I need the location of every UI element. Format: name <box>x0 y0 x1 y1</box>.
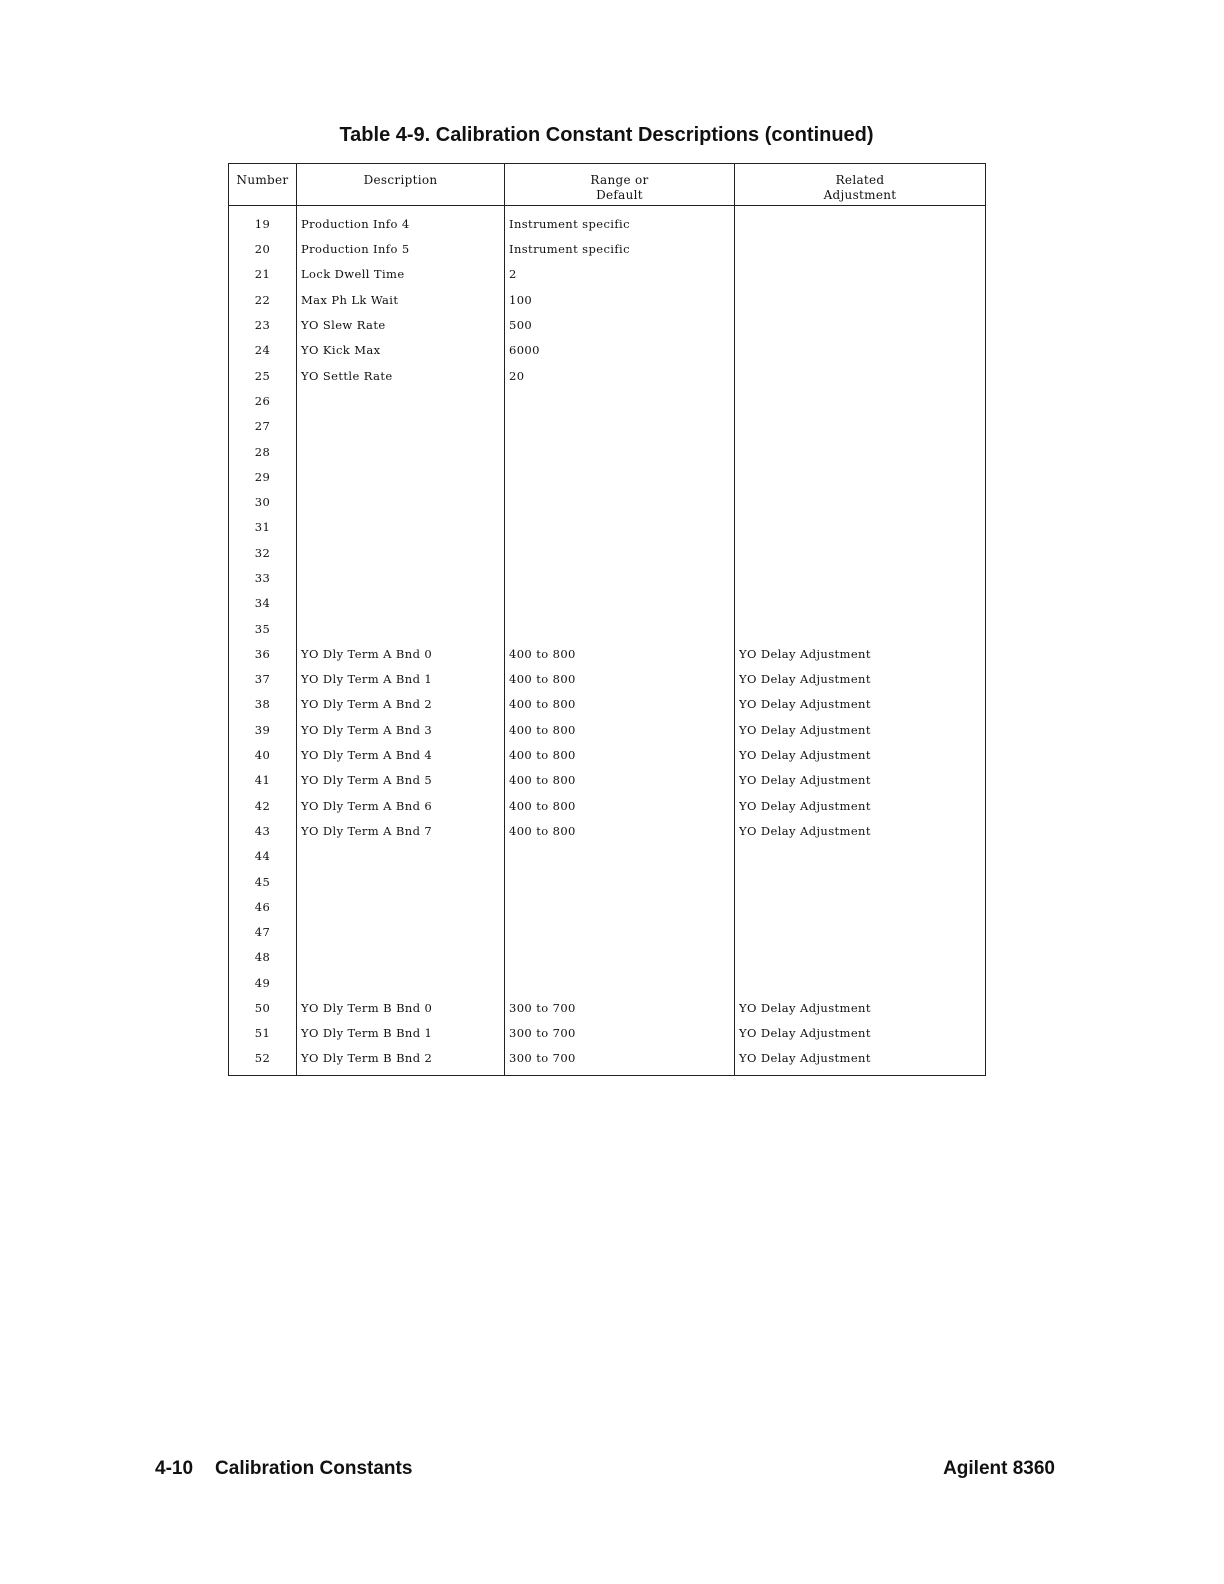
table-header-row <box>229 164 986 206</box>
cell-number: 47 <box>229 920 297 945</box>
table-row <box>229 793 986 818</box>
table-row <box>229 312 986 337</box>
cell-adjustment: YO Delay Adjustment <box>739 646 871 661</box>
cell-range: 400 to 800 <box>505 692 735 717</box>
table-row <box>229 363 986 388</box>
cell-range: 300 to 700 <box>505 1021 735 1046</box>
cell-description: YO Dly Term B Bnd 1 <box>297 1021 505 1046</box>
table-row <box>229 920 986 945</box>
cell-range: 100 <box>505 287 735 312</box>
cell-number: 43 <box>229 818 297 843</box>
table-row <box>229 894 986 919</box>
cell-number: 25 <box>229 363 297 388</box>
cell-description: YO Dly Term A Bnd 2 <box>297 692 505 717</box>
cell-description: YO Dly Term A Bnd 0 <box>297 641 505 666</box>
table-row <box>229 591 986 616</box>
cell-description <box>297 540 505 565</box>
table-row <box>229 287 986 312</box>
cell-range: Instrument specific <box>505 206 735 237</box>
cell-number: 50 <box>229 995 297 1020</box>
section-name: Calibration Constants <box>215 1458 413 1479</box>
cell-adjustment <box>735 206 986 237</box>
cell-description <box>297 439 505 464</box>
footer-left <box>155 1458 412 1480</box>
table-title: Table 4-9. Calibration Constant Descriptions (continued) <box>339 124 874 146</box>
cell-description: Production Info 4 <box>297 206 505 237</box>
cell-adjustment <box>735 945 986 970</box>
cell-adjustment: YO Delay Adjustment <box>739 1051 871 1066</box>
table-body <box>229 206 986 1076</box>
cell-description <box>297 515 505 540</box>
table-row <box>229 869 986 894</box>
cell-range: 400 to 800 <box>505 768 735 793</box>
cell-adjustment <box>735 388 986 413</box>
cell-range: 400 to 800 <box>505 793 735 818</box>
cell-number: 46 <box>229 894 297 919</box>
cell-description: Lock Dwell Time <box>297 262 505 287</box>
cell-description: YO Dly Term B Bnd 0 <box>297 995 505 1020</box>
table-row <box>229 464 986 489</box>
cell-number: 24 <box>229 338 297 363</box>
cell-description: YO Slew Rate <box>297 312 505 337</box>
cell-number: 19 <box>229 206 297 237</box>
cell-adjustment <box>735 464 986 489</box>
header-number: Number <box>229 164 297 206</box>
page-number: 4-10 <box>155 1458 194 1479</box>
cell-description <box>297 945 505 970</box>
table-row <box>229 540 986 565</box>
cell-number: 22 <box>229 287 297 312</box>
cell-range: 400 to 800 <box>505 717 735 742</box>
cell-number: 21 <box>229 262 297 287</box>
cell-range: 6000 <box>505 338 735 363</box>
cell-description: YO Kick Max <box>297 338 505 363</box>
cell-range: 400 to 800 <box>505 667 735 692</box>
cell-description <box>297 565 505 590</box>
cell-adjustment: YO Delay Adjustment <box>739 722 871 737</box>
cell-range <box>505 414 735 439</box>
cell-number: 45 <box>229 869 297 894</box>
cell-number: 30 <box>229 489 297 514</box>
table-row <box>229 844 986 869</box>
cell-adjustment <box>735 565 986 590</box>
cell-adjustment <box>735 515 986 540</box>
cell-number: 34 <box>229 591 297 616</box>
table-row <box>229 1021 986 1046</box>
table-row <box>229 439 986 464</box>
cell-number: 28 <box>229 439 297 464</box>
cell-adjustment <box>735 970 986 995</box>
cell-range: 500 <box>505 312 735 337</box>
cell-adjustment <box>735 414 986 439</box>
cell-range <box>505 894 735 919</box>
cell-description: Max Ph Lk Wait <box>297 287 505 312</box>
cell-adjustment <box>735 439 986 464</box>
cell-number: 26 <box>229 388 297 413</box>
cell-description: YO Dly Term A Bnd 1 <box>297 667 505 692</box>
header-related-adjustment: Related Adjustment <box>735 164 986 206</box>
cell-adjustment: YO Delay Adjustment <box>739 1026 871 1041</box>
cell-description: YO Dly Term A Bnd 6 <box>297 793 505 818</box>
cell-description <box>297 894 505 919</box>
cell-description <box>297 464 505 489</box>
cell-adjustment <box>735 844 986 869</box>
cell-description: Production Info 5 <box>297 237 505 262</box>
cell-adjustment <box>735 920 986 945</box>
cell-number: 48 <box>229 945 297 970</box>
table-row <box>229 717 986 742</box>
cell-number: 40 <box>229 742 297 767</box>
cell-range <box>505 591 735 616</box>
cell-description <box>297 616 505 641</box>
table-row <box>229 818 986 843</box>
cell-adjustment <box>735 237 986 262</box>
cell-number: 31 <box>229 515 297 540</box>
cell-number: 51 <box>229 1021 297 1046</box>
cell-description: YO Dly Term A Bnd 7 <box>297 818 505 843</box>
product-name: Agilent 8360 <box>943 1458 1055 1479</box>
table-row <box>229 616 986 641</box>
cell-adjustment: YO Delay Adjustment <box>739 697 871 712</box>
table-row <box>229 768 986 793</box>
cell-adjustment <box>735 489 986 514</box>
cell-range <box>505 464 735 489</box>
table-row <box>229 692 986 717</box>
cell-adjustment: YO Delay Adjustment <box>739 798 871 813</box>
cell-description <box>297 844 505 869</box>
cell-range: 2 <box>505 262 735 287</box>
cell-number: 41 <box>229 768 297 793</box>
cell-number: 27 <box>229 414 297 439</box>
cell-number: 33 <box>229 565 297 590</box>
table-row <box>229 945 986 970</box>
cell-range <box>505 616 735 641</box>
cell-number: 38 <box>229 692 297 717</box>
cell-number: 44 <box>229 844 297 869</box>
cell-description: YO Dly Term A Bnd 4 <box>297 742 505 767</box>
table-row <box>229 338 986 363</box>
calibration-constants-table <box>228 163 986 1076</box>
cell-description: YO Settle Rate <box>297 363 505 388</box>
cell-adjustment <box>735 616 986 641</box>
cell-adjustment: YO Delay Adjustment <box>739 773 871 788</box>
cell-adjustment <box>735 894 986 919</box>
cell-range <box>505 439 735 464</box>
cell-description <box>297 414 505 439</box>
cell-range: 300 to 700 <box>505 995 735 1020</box>
cell-range <box>505 920 735 945</box>
cell-adjustment <box>735 312 986 337</box>
table-row <box>229 262 986 287</box>
cell-adjustment <box>735 869 986 894</box>
cell-range <box>505 388 735 413</box>
cell-adjustment: YO Delay Adjustment <box>739 748 871 763</box>
cell-number: 36 <box>229 641 297 666</box>
cell-range <box>505 970 735 995</box>
cell-range <box>505 945 735 970</box>
cell-description <box>297 489 505 514</box>
cell-number: 20 <box>229 237 297 262</box>
table-row <box>229 970 986 995</box>
table-row <box>229 414 986 439</box>
table-row <box>229 995 986 1020</box>
table-row <box>229 206 986 237</box>
cell-adjustment: YO Delay Adjustment <box>739 1001 871 1016</box>
cell-description: YO Dly Term A Bnd 3 <box>297 717 505 742</box>
cell-number: 42 <box>229 793 297 818</box>
cell-adjustment <box>735 591 986 616</box>
cell-adjustment: YO Delay Adjustment <box>739 823 871 838</box>
cell-number: 49 <box>229 970 297 995</box>
cell-range: 400 to 800 <box>505 818 735 843</box>
cell-description: YO Dly Term A Bnd 5 <box>297 768 505 793</box>
table-row <box>229 515 986 540</box>
cell-number: 39 <box>229 717 297 742</box>
cell-description <box>297 869 505 894</box>
cell-range: 20 <box>505 363 735 388</box>
cell-number: 29 <box>229 464 297 489</box>
cell-description <box>297 920 505 945</box>
cell-range <box>505 540 735 565</box>
table-row <box>229 489 986 514</box>
table-row <box>229 565 986 590</box>
cell-number: 52 <box>229 1046 297 1075</box>
header-range-default: Range or Default <box>505 164 735 206</box>
cell-range <box>505 489 735 514</box>
cell-range <box>505 565 735 590</box>
table-row <box>229 237 986 262</box>
cell-description: YO Dly Term B Bnd 2 <box>297 1046 505 1075</box>
table-row <box>229 1046 986 1075</box>
cell-number: 32 <box>229 540 297 565</box>
cell-number: 37 <box>229 667 297 692</box>
table-row <box>229 742 986 767</box>
cell-range: 300 to 700 <box>505 1046 735 1075</box>
cell-number: 35 <box>229 616 297 641</box>
cell-description <box>297 970 505 995</box>
cell-range: 400 to 800 <box>505 641 735 666</box>
cell-description <box>297 388 505 413</box>
header-description: Description <box>297 164 505 206</box>
cell-range <box>505 869 735 894</box>
table-row <box>229 667 986 692</box>
table-row <box>229 641 986 666</box>
cell-adjustment <box>735 363 986 388</box>
cell-number: 23 <box>229 312 297 337</box>
cell-range: Instrument specific <box>505 237 735 262</box>
cell-range <box>505 844 735 869</box>
cell-adjustment <box>735 262 986 287</box>
cell-description <box>297 591 505 616</box>
cell-range: 400 to 800 <box>505 742 735 767</box>
cell-range <box>505 515 735 540</box>
cell-adjustment <box>735 338 986 363</box>
cell-adjustment: YO Delay Adjustment <box>739 672 871 687</box>
table-row <box>229 388 986 413</box>
cell-adjustment <box>735 287 986 312</box>
cell-adjustment <box>735 540 986 565</box>
